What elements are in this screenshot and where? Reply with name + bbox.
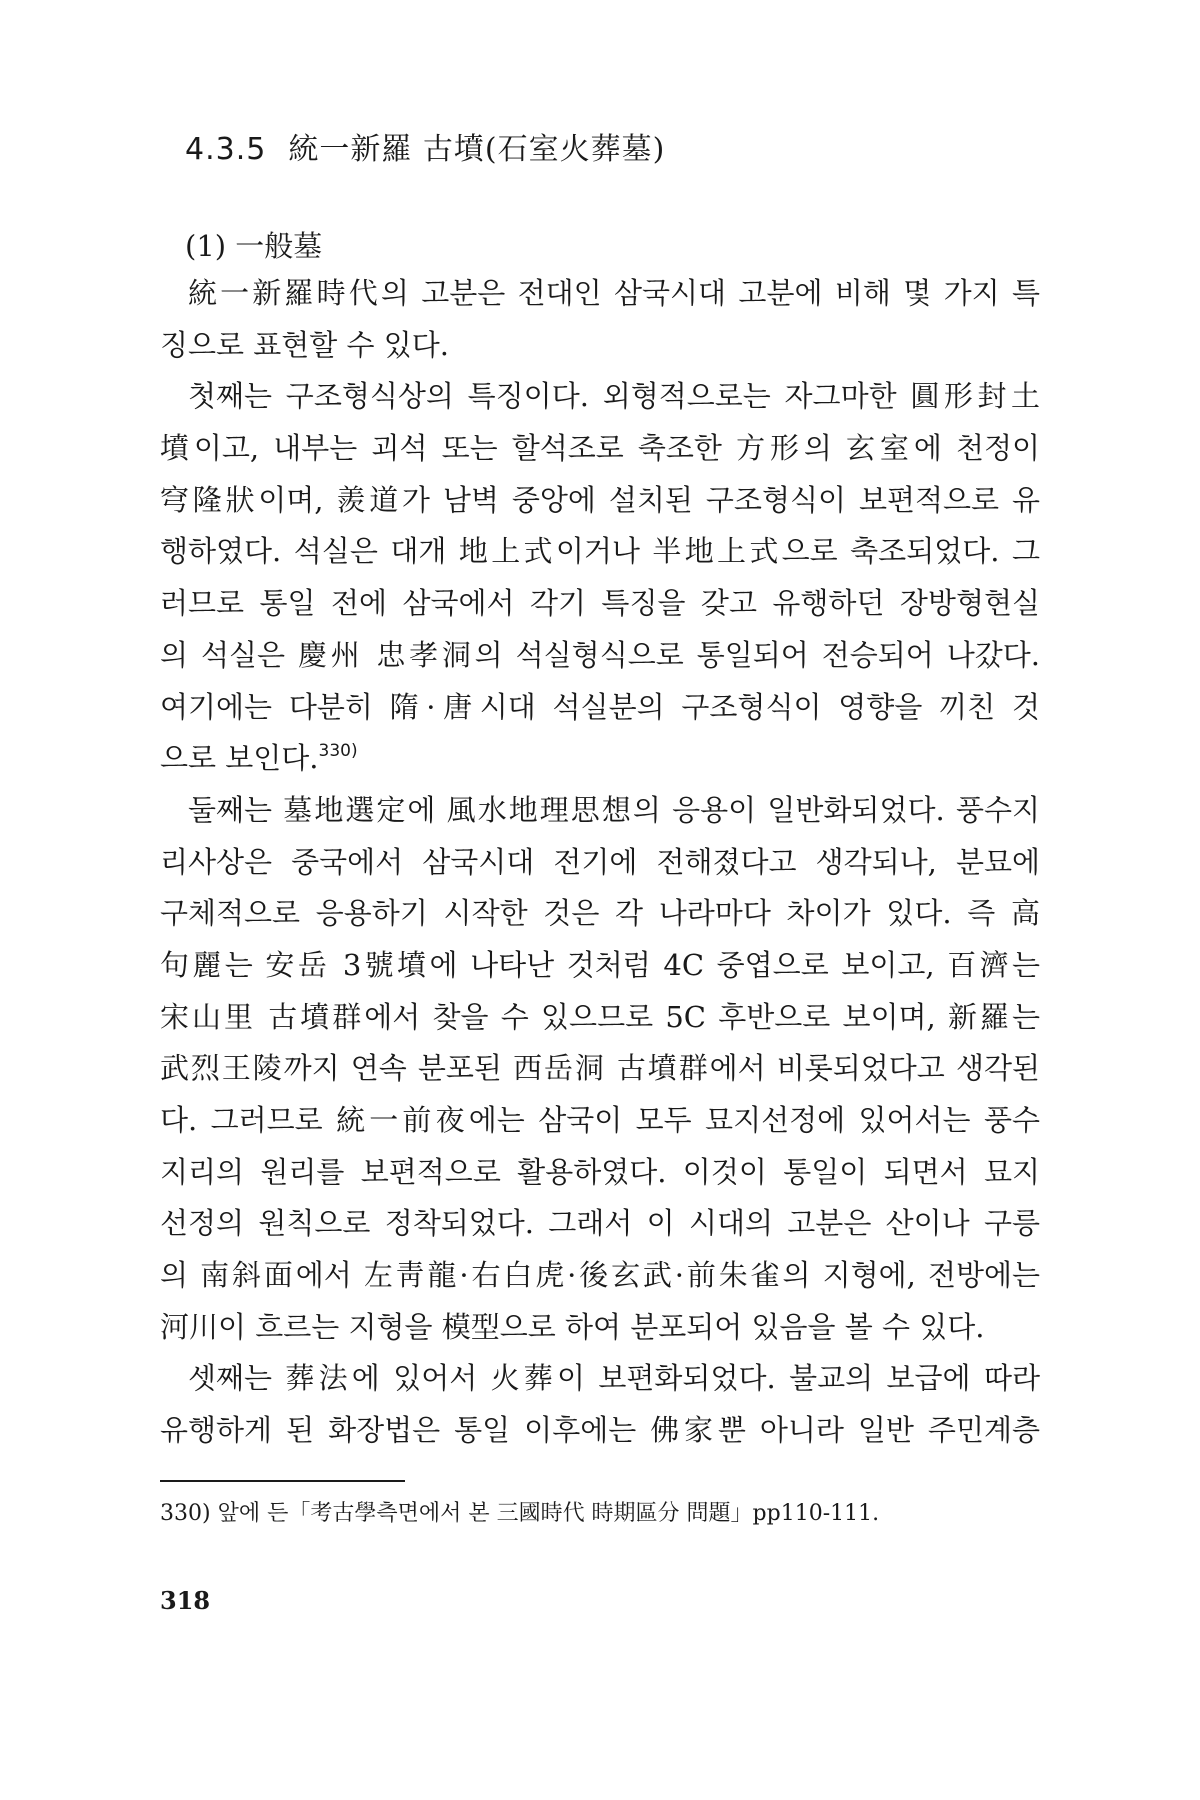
section-heading xyxy=(185,124,665,168)
text-line: 지리의 원리를 보편적으로 활용하였다. 이것이 통일이 되면서 묘지 xyxy=(160,1154,1040,1189)
text-fragment: 으로 보인다. xyxy=(160,741,319,776)
text-line: 유행하게 된 화장법은 통일 이후에는 佛家뿐 아니라 일반 주민계층 xyxy=(160,1413,1040,1448)
text-line: 穹隆狀이며, 羨道가 남벽 중앙에 설치된 구조형식이 보편적으로 유 xyxy=(160,482,1040,517)
text-line: 墳이고, 내부는 괴석 또는 할석조로 축조한 方形의 玄室에 천정이 xyxy=(160,431,1040,466)
text-line: 의 南斜面에서 左靑龍·右白虎·後玄武·前朱雀의 지형에, 전방에는 xyxy=(160,1258,1040,1293)
text-line: 첫째는 구조형식상의 특징이다. 외형적으로는 자그마한 圓形封土 xyxy=(188,379,1040,414)
text-line: 러므로 통일 전에 삼국에서 각기 특징을 갖고 유행하던 장방형현실 xyxy=(160,586,1040,621)
text-line: 징으로 표현할 수 있다. xyxy=(160,327,449,362)
section-number: 4.3.5 xyxy=(185,132,267,167)
text-line: 셋째는 葬法에 있어서 火葬이 보편화되었다. 불교의 보급에 따라 xyxy=(188,1361,1040,1396)
body-text xyxy=(160,268,1040,1457)
text-line: 河川이 흐르는 지형을 模型으로 하여 분포되어 있음을 볼 수 있다. xyxy=(160,1309,985,1344)
text-line: 統一新羅時代의 고분은 전대인 삼국시대 고분에 비해 몇 가지 특 xyxy=(188,276,1040,310)
footnote: 330) 앞에 든「考古學측면에서 본 三國時代 時期區分 問題」pp110-111. xyxy=(160,1501,880,1526)
text-line: 武烈王陵까지 연속 분포된 西岳洞 古墳群에서 비롯되었다고 생각된 xyxy=(160,1051,1040,1086)
text-line: 다. 그러므로 統一前夜에는 삼국이 모두 묘지선정에 있어서는 풍수 xyxy=(160,1103,1040,1137)
text-line: 의 석실은 慶州 忠孝洞의 석실형식으로 통일되어 전승되어 나갔다. xyxy=(160,637,1040,672)
text-line: 구체적으로 응용하기 시작한 것은 각 나라마다 차이가 있다. 즉 高 xyxy=(160,896,1040,931)
text-line: 리사상은 중국에서 삼국시대 전기에 전해졌다고 생각되나, 분묘에 xyxy=(160,844,1040,879)
section-title: 統一新羅 古墳(石室火葬墓) xyxy=(288,132,666,167)
footnote-divider xyxy=(160,1480,405,1482)
text-line: 둘째는 墓地選定에 風水地理思想의 응용이 일반화되었다. 풍수지 xyxy=(188,792,1040,827)
text-line: 행하였다. 석실은 대개 地上式이거나 半地上式으로 축조되었다. 그 xyxy=(160,534,1040,569)
text-line: 宋山里 古墳群에서 찾을 수 있으므로 5C 후반으로 보이며, 新羅는 xyxy=(160,999,1040,1034)
footnote-reference: 330) xyxy=(318,741,358,762)
subsection-heading: (1) 一般墓 xyxy=(185,229,323,263)
text-line: 句麗는 安岳 3號墳에 나타난 것처럼 4C 중엽으로 보이고, 百濟는 xyxy=(160,947,1040,982)
page-number: 318 xyxy=(160,1586,211,1615)
text-line: 여기에는 다분히 隋·唐시대 석실분의 구조형식이 영향을 끼친 것 xyxy=(160,689,1040,724)
text-line xyxy=(160,733,1040,785)
text-line: 선정의 원칙으로 정착되었다. 그래서 이 시대의 고분은 산이나 구릉 xyxy=(160,1206,1040,1241)
